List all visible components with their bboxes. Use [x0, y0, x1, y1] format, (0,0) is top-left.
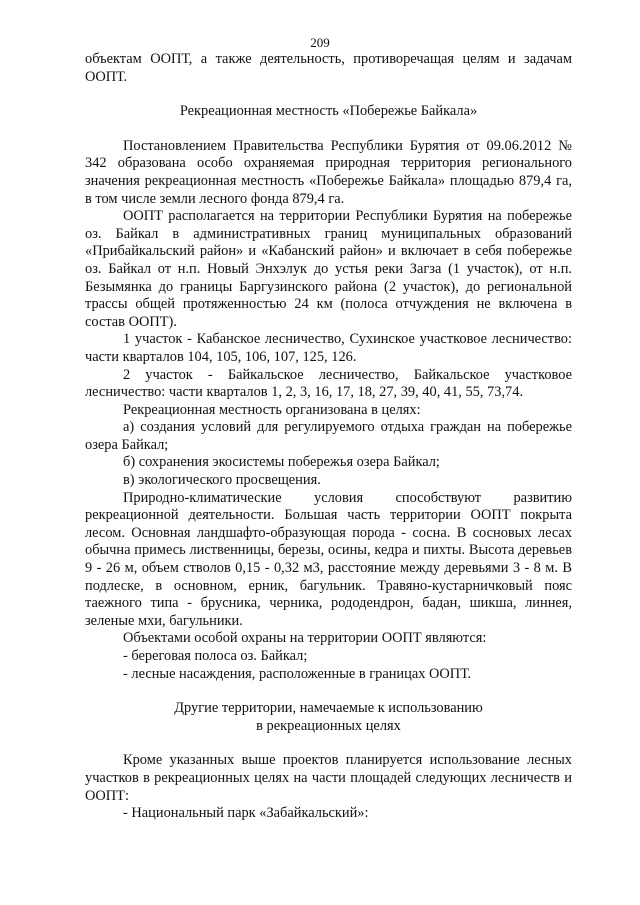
paragraph: Природно-климатические условия способствуют развитию рекреационной деятельности. Большая часть территории ООПТ покрыта лесом. Основная ландшафто-образующая порода - сосна. В сосновых лесах обычна примесь лиственницы, березы, осины, кедра и пихты. Высота деревьев 9 - 26 м, объем стволов 0,15 - 0,32 м3, расстояние между деревьями 3 - 8 м. В подлеске, в основном, ерник, багульник. Травяно-кустарничковый пояс таежного типа - брусника, черника, рододендрон, бадан, шикша, линнея, зеленые мхи, багульники.	[85, 489, 572, 629]
paragraph: б) сохранения экосистемы побережья озера Байкал;	[123, 454, 440, 471]
page-number: 209	[310, 35, 330, 50]
paragraph: в) экологического просвещения.	[123, 472, 321, 489]
spacer	[85, 86, 572, 103]
paragraph: объектам ООПТ, а также деятельность, противоречащая целям и задачам ООПТ.	[85, 51, 572, 85]
spacer	[85, 121, 572, 138]
paragraph: Рекреационная местность организована в целях:	[123, 401, 421, 418]
paragraph: 1 участок - Кабанское лесничество, Сухинское участковое лесничество: части кварталов 104, 105, 106, 107, 125, 126.	[85, 331, 572, 365]
document-body	[85, 51, 572, 823]
paragraph: Объектами особой охраны на территории ООПТ являются:	[123, 630, 487, 647]
paragraph: а) создания условий для регулируемого отдыха граждан на побережье озера Байкал;	[85, 419, 572, 453]
section-heading: Другие территории, намечаемые к использованию	[174, 700, 483, 717]
paragraph: - береговая полоса оз. Байкал;	[123, 648, 308, 664]
section-heading: в рекреационных целях	[256, 717, 401, 734]
paragraph: - Национальный парк «Забайкальский»:	[123, 805, 369, 822]
paragraph: Кроме указанных выше проектов планируется использование лесных участков в рекреационных целях на части площадей следующих лесничеств и ООПТ:	[85, 752, 572, 804]
paragraph: Постановлением Правительства Республики Бурятия от 09.06.2012 № 342 образована особо охраняемая природная территория регионального значения рекреационная местность «Побережье Байкала» площадью 879,4 га, в том числе земли лесного фонда 879,4 га.	[85, 137, 572, 207]
paragraph: 2 участок - Байкальское лесничество, Байкальское участковое лесничество: части кварталов 1, 2, 3, 16, 17, 18, 27, 39, 40, 41, 55, 73,74.	[85, 366, 572, 401]
spacer	[85, 683, 572, 700]
section-heading: Рекреационная местность «Побережье Байкала»	[179, 103, 478, 120]
paragraph: - лесные насаждения, расположенные в границах ООПТ.	[123, 665, 472, 682]
paragraph: ООПТ располагается на территории Республики Бурятия на побережье оз. Байкал в административных границ муниципальных образований «Прибайкальский район» и «Кабанский район» и включает в себя побережье оз. Байкал от н.п. Новый Энхэлук до устья реки Загза (1 участок), от н.п. Безымянка до границы Баргузинского района (2 участок), до региональной трассы общей протяженностью 24 км (полоса отчуждения не включена в состав ООПТ).	[85, 208, 572, 330]
spacer	[85, 735, 572, 752]
